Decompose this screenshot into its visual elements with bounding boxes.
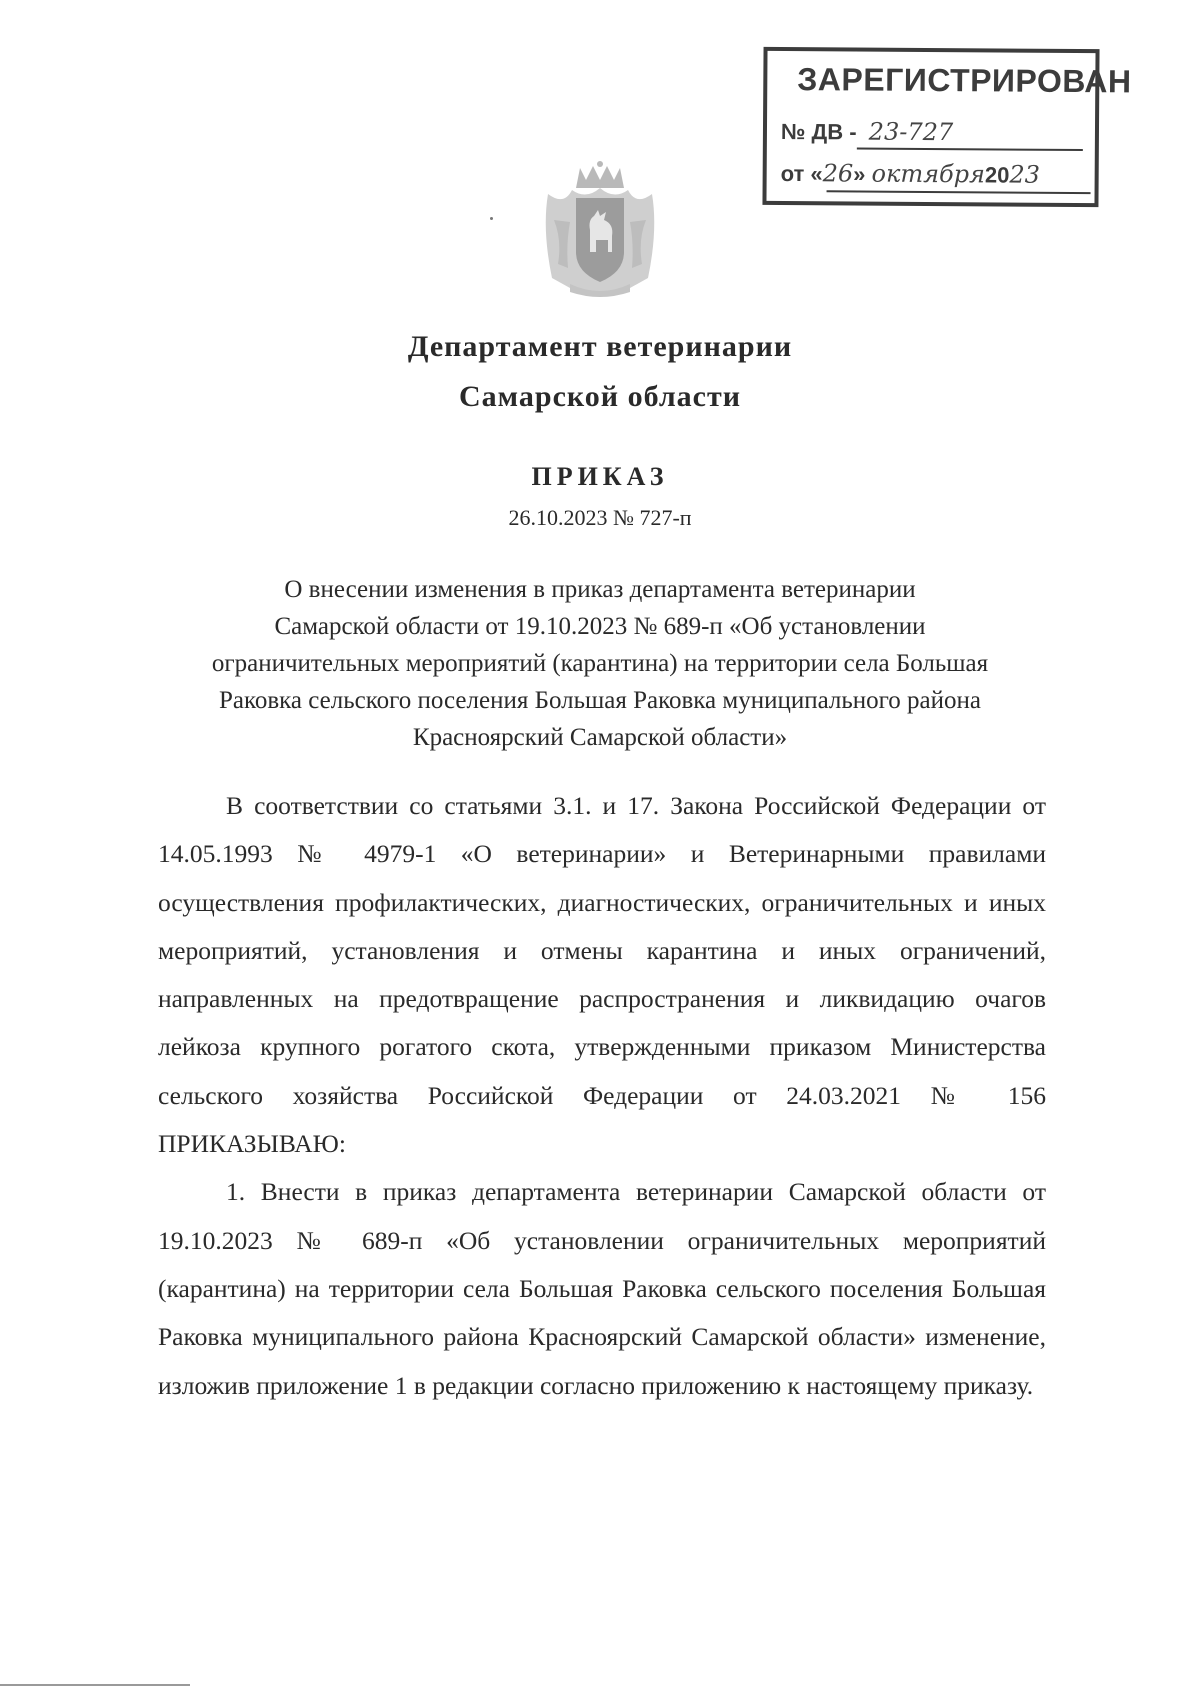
stamp-number-rule [857, 147, 1083, 151]
stamp-number-prefix: № ДВ - [780, 118, 857, 145]
subject-line: Раковка сельского поселения Большая Раковка муниципального района [218, 687, 981, 714]
subject-line: ограничительных мероприятий (карантина) на территории села Большая [211, 650, 989, 677]
stamp-date-line [781, 159, 1041, 189]
document-subject [160, 571, 1040, 756]
body-paragraph-item-1: 1. Внести в приказ департамента ветеринарии Самарской области от 19.10.2023 № 689-п «Об установлении ограничительных мероприятий (карантина) на территории села Большая Раковка сельского поселения Большая Раковка муниципального района Красноярский Самарской области» изменение, изложив приложение 1 в редакции согласно приложению к настоящему приказу. [158, 1177, 1046, 1400]
document-date-number: 26.10.2023 № 727-п [508, 505, 692, 530]
stamp-date-mid: » [853, 161, 866, 187]
subject-line: Самарской области от 19.10.2023 № 689-п «Об установлении [274, 613, 926, 640]
body-paragraph-preamble: В соответствии со статьями 3.1. и 17. Закона Российской Федерации от 14.05.1993 № 4979-1 «О ветеринарии» и Ветеринарными правилами осуществления профилактических, диагностических, ограничительных и иных мероприятий, установления и отмены карантина и иных ограничений, направленных на предотвращение распространения и ликвидацию очагов лейкоза крупного рогатого скота, утвержденными приказом Министерства сельского хозяйства Российской Федерации от 24.03.2021 № 156 ПРИКАЗЫВАЮ: [158, 791, 1046, 1159]
registration-stamp [762, 47, 1132, 207]
department-name-line2: Самарской области [459, 380, 741, 413]
department-name-line1: Департамент ветеринарии [407, 330, 793, 363]
document-type: ПРИКАЗ [531, 462, 669, 491]
stamp-number-handwritten: 23-727 [868, 117, 954, 147]
subject-line: О внесении изменения в приказ департамента ветеринарии [284, 576, 916, 603]
stamp-date-month: октября [871, 159, 986, 189]
samara-coat-of-arms-icon [540, 160, 660, 300]
document-body [158, 782, 1046, 1410]
stamp-date-rule [827, 190, 1091, 194]
stamp-date-prefix: от « [780, 160, 823, 187]
stamp-title: ЗАРЕГИСТРИРОВАН [797, 61, 1132, 100]
footer-rule [0, 1684, 190, 1686]
scan-speck [490, 217, 493, 220]
stamp-date-year-suffix: 23 [1009, 160, 1041, 189]
stamp-date-year-prefix: 20 [984, 162, 1010, 188]
subject-line: Красноярский Самарской области» [412, 724, 788, 751]
stamp-number-line [781, 117, 953, 146]
stamp-date-day: 26 [822, 159, 854, 188]
